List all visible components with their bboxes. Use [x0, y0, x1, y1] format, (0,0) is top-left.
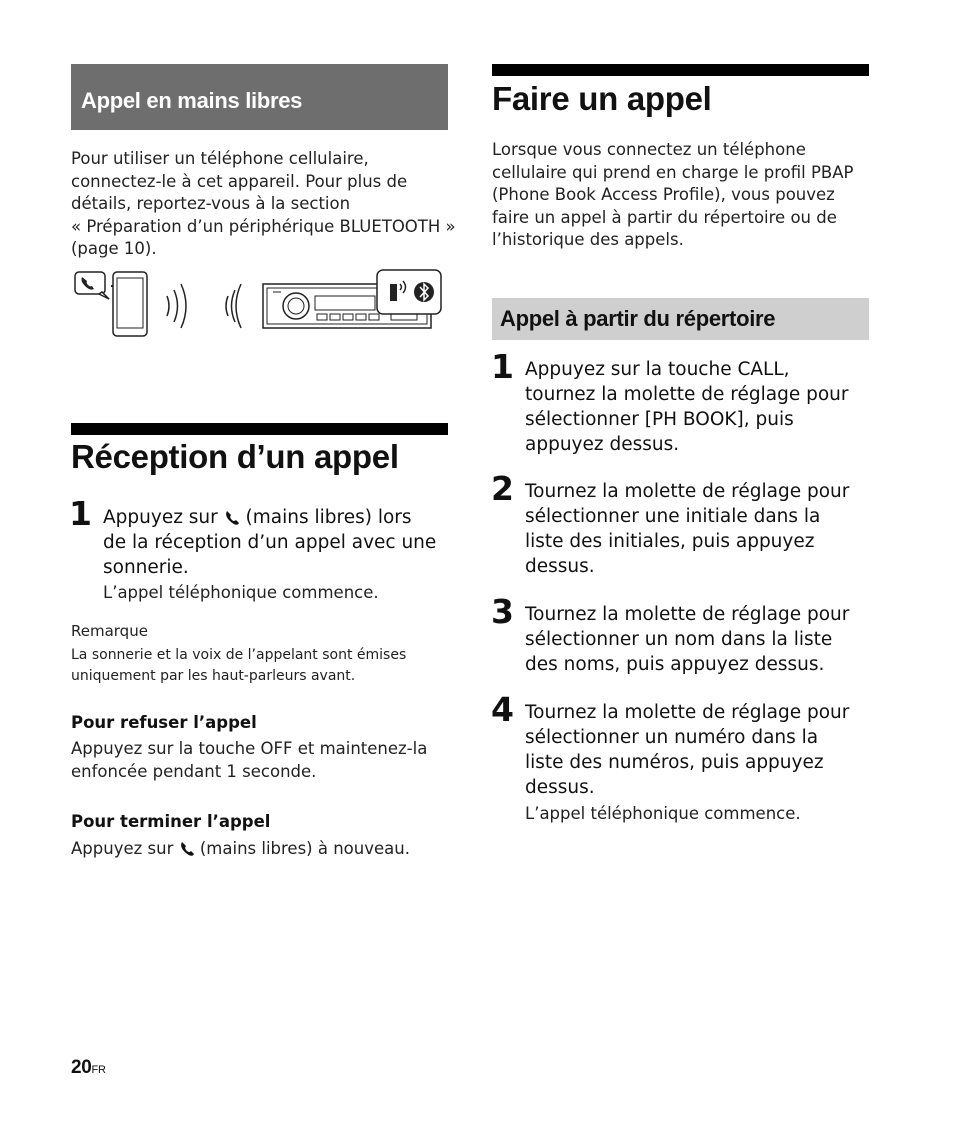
end-call-prefix: Appuyez sur — [71, 839, 174, 858]
text-line: sélectionner une initiale dans la — [525, 506, 821, 527]
section-rule — [492, 64, 869, 76]
section-heading-hands-free: Appel en mains libres — [81, 88, 303, 113]
step-result: L’appel téléphonique commence. — [525, 804, 801, 823]
step-instruction — [525, 602, 849, 677]
step-text-suffix: (mains libres) lors — [245, 507, 412, 528]
text-line: liste des numéros, puis appuyez — [525, 752, 824, 773]
section-heading-make-call: Faire un appel — [492, 80, 712, 117]
step-text-prefix: Appuyez sur — [103, 507, 218, 528]
end-call-suffix: (mains libres) à nouveau. — [199, 839, 410, 858]
bluetooth-icon — [377, 270, 441, 314]
phone-handset-icon — [224, 509, 240, 525]
step-number: 3 — [491, 592, 514, 631]
end-call-body — [71, 838, 410, 861]
refuse-call-title: Pour refuser l’appel — [71, 713, 257, 732]
text-line: des noms, puis appuyez dessus. — [525, 654, 825, 675]
section-band-hands-free — [71, 64, 448, 130]
text-line: (page 10). — [71, 239, 157, 258]
text-line: sélectionner [PH BOOK], puis — [525, 409, 794, 430]
section-heading-receiving-call: Réception d’un appel — [71, 438, 399, 475]
page-number — [71, 1057, 106, 1079]
text-line: Tournez la molette de réglage pour — [525, 481, 850, 502]
text-line: Lorsque vous connectez un téléphone — [492, 140, 806, 159]
text-line: « Préparation d’un périphérique BLUETOOTH » — [71, 216, 456, 236]
text-line: connectez-le à cet appareil. Pour plus de — [71, 171, 408, 191]
step-result: L’appel téléphonique commence. — [103, 583, 379, 602]
section-rule — [71, 423, 448, 435]
text-line: La sonnerie et la voix de l’appelant sont émises — [71, 647, 407, 663]
text-line: tournez la molette de réglage pour — [525, 384, 849, 405]
section-heading-phonebook: Appel à partir du répertoire — [500, 306, 776, 331]
text-line: Appuyez sur la touche OFF et maintenez-la — [71, 739, 428, 758]
text-line: sonnerie. — [103, 557, 189, 578]
page-language-code: FR — [91, 1064, 106, 1076]
hands-free-paragraph — [71, 148, 456, 261]
text-line: (Phone Book Access Profile), vous pouvez — [492, 185, 835, 204]
text-line — [103, 505, 453, 530]
text-line: dessus. — [525, 777, 595, 798]
text-line: Pour utiliser un téléphone cellulaire, — [71, 149, 369, 168]
phone-handset-icon — [179, 840, 195, 856]
step-number: 4 — [491, 690, 514, 729]
section-band-phonebook — [492, 298, 869, 340]
smartphone-icon — [111, 272, 147, 336]
text-line: Tournez la molette de réglage pour — [525, 702, 850, 723]
text-line: dessus. — [525, 556, 595, 577]
step-instruction — [103, 505, 453, 580]
text-line: de la réception d’un appel avec une — [103, 532, 437, 553]
step-number: 2 — [491, 469, 514, 508]
phone-handset-icon — [75, 272, 109, 299]
signal-waves-icon — [167, 284, 241, 328]
make-call-intro — [492, 139, 854, 252]
refuse-call-body — [71, 738, 427, 783]
text-line: sélectionner un numéro dans la — [525, 727, 819, 748]
note-body — [71, 645, 406, 687]
step-instruction — [525, 479, 849, 579]
text-line: faire un appel à partir du répertoire ou de — [492, 207, 837, 227]
bluetooth-connection-illustration — [71, 266, 446, 340]
text-line: détails, reportez-vous à la section — [71, 194, 351, 213]
text-line: liste des initiales, puis appuyez — [525, 531, 815, 552]
step-number: 1 — [69, 494, 92, 533]
step-instruction — [525, 357, 848, 457]
text-line: cellulaire qui prend en charge le profil PBAP — [492, 162, 854, 182]
text-line: appuyez dessus. — [525, 434, 680, 455]
end-call-title: Pour terminer l’appel — [71, 812, 271, 831]
step-number: 1 — [491, 347, 514, 386]
text-line: Appuyez sur la touche CALL, — [525, 359, 790, 380]
text-line: sélectionner un nom dans la liste — [525, 629, 833, 650]
text-line: Tournez la molette de réglage pour — [525, 604, 850, 625]
step-instruction — [525, 700, 849, 800]
note-title: Remarque — [71, 622, 148, 640]
text-line: l’historique des appels. — [492, 230, 684, 249]
text-line: uniquement par les haut-parleurs avant. — [71, 668, 356, 684]
page-number-value: 20 — [71, 1057, 92, 1078]
text-line: enfoncée pendant 1 seconde. — [71, 761, 317, 781]
